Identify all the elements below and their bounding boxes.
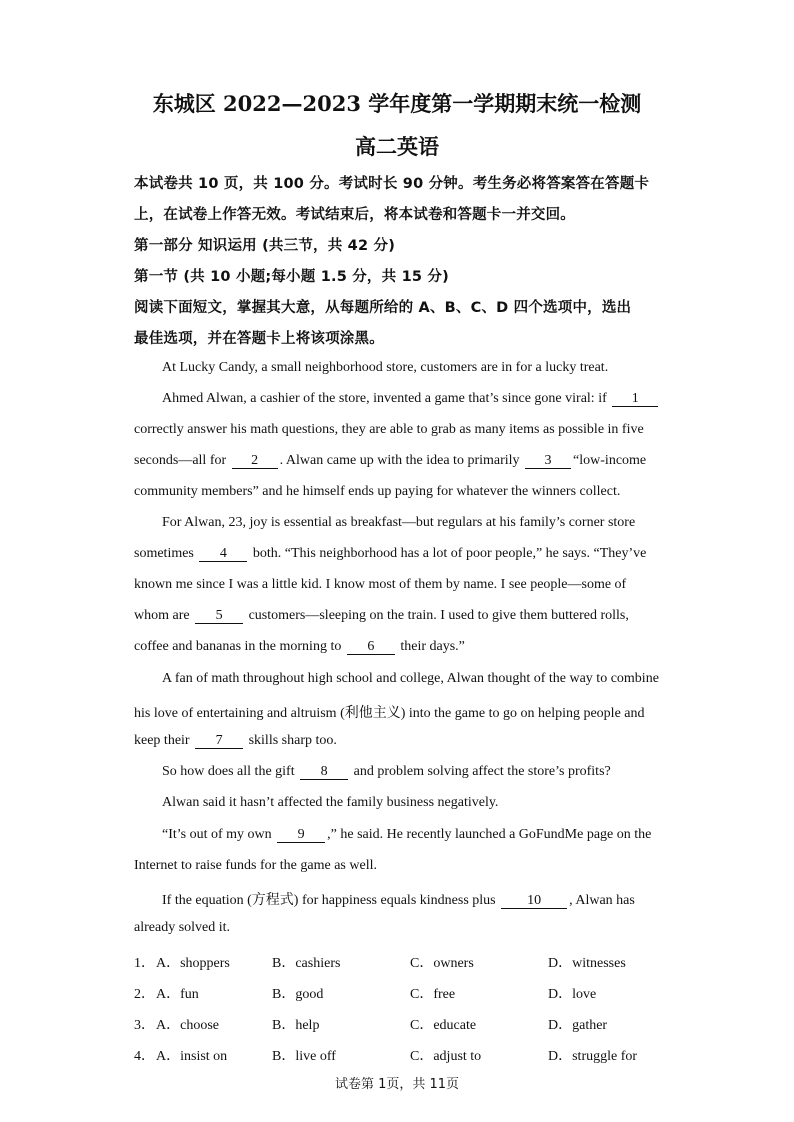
passage-text: , Alwan has [569, 893, 635, 908]
question-number: 3． [134, 1018, 155, 1033]
option-a[interactable]: A．fun [156, 987, 199, 1002]
passage-line: already solved it. [134, 920, 231, 935]
passage-line [162, 764, 611, 780]
blank-2: 2 [232, 454, 278, 469]
option-b[interactable]: B．help [272, 1018, 320, 1033]
section-heading: 第一节 (共 10 小题;每小题 1.5 分，共 15 分) [134, 269, 449, 285]
passage-line: community members” and he himself ends up paying for whatever the winners collect. [134, 484, 621, 499]
passage-line: known me since I was a little kid. I know most of them by name. I see people—some of [134, 577, 627, 592]
blank-4: 4 [199, 547, 247, 562]
passage-line [162, 391, 660, 407]
exam-subject: 高二英语 [355, 134, 439, 159]
blank-8: 8 [300, 765, 348, 780]
passage-line [134, 608, 629, 624]
passage-text: skills sharp too. [248, 733, 337, 748]
blank-3: 3 [525, 454, 571, 469]
passage-text: keep their [134, 733, 190, 748]
instruction-line-2: 上，在试卷上作答无效。考试结束后，将本试卷和答题卡一并交回。 [134, 207, 575, 223]
part-heading: 第一部分 知识运用 (共三节，共 42 分) [134, 238, 396, 254]
passage-line: Internet to raise funds for the game as well. [134, 858, 377, 873]
passage-text: ,” he said. He recently launched a GoFundMe page on the [327, 827, 652, 842]
passage-text: “It’s out of my own [162, 827, 272, 842]
option-d[interactable]: D．struggle for [548, 1049, 638, 1064]
blank-6: 6 [347, 640, 395, 655]
passage-line: correctly answer his math questions, they are able to grab as many items as possible in five [134, 422, 644, 437]
option-d[interactable]: D．love [548, 987, 597, 1002]
direction-line-2: 最佳选项，并在答题卡上将该项涂黑。 [134, 331, 384, 347]
question-number: 4． [134, 1049, 155, 1064]
option-d[interactable]: D．witnesses [548, 956, 626, 971]
option-b[interactable]: B．cashiers [272, 956, 341, 971]
passage-text: “low-income [573, 453, 647, 468]
passage-line [134, 453, 646, 469]
option-a[interactable]: A．shoppers [156, 956, 230, 971]
passage-text: customers—sleeping on the train. I used to give them buttered rolls, [248, 608, 629, 623]
passage-text: If the equation (方程式) for happiness equals kindness plus [162, 893, 496, 908]
option-c[interactable]: C．owners [410, 956, 474, 971]
passage-text: . Alwan came up with the idea to primarily [279, 453, 520, 468]
passage-text: both. “This neighborhood has a lot of poor people,” he says. “They’ve [252, 546, 647, 561]
question-number: 1． [134, 956, 155, 971]
passage-line: At Lucky Candy, a small neighborhood store, customers are in for a lucky treat. [162, 360, 609, 375]
blank-7: 7 [195, 734, 243, 749]
blank-9: 9 [277, 828, 325, 843]
option-c[interactable]: C．free [410, 987, 456, 1002]
passage-line [162, 889, 635, 909]
option-a[interactable]: A．choose [156, 1018, 219, 1033]
page-footer: 试卷第 1页，共 11页 [334, 1077, 460, 1092]
passage-line: For Alwan, 23, joy is essential as breakfast—but regulars at his family’s corner store [162, 515, 636, 530]
passage-text: sometimes [134, 546, 194, 561]
blank-10: 10 [501, 894, 567, 909]
passage-line: his love of entertaining and altruism (利他主义) into the game to go on helping people and [134, 706, 645, 721]
passage-line [134, 639, 465, 655]
blank-5: 5 [195, 609, 243, 624]
passage-line [162, 827, 651, 843]
passage-text: Ahmed Alwan, a cashier of the store, invented a game that’s since gone viral: if [162, 391, 607, 406]
blank-1: 1 [612, 392, 658, 407]
instruction-line-1: 本试卷共 10 页，共 100 分。考试时长 90 分钟。考生务必将答案答在答题卡 [134, 176, 650, 192]
passage-text: and problem solving affect the store’s profits? [353, 764, 611, 779]
question-number: 2． [134, 987, 155, 1002]
passage-text: whom are [134, 608, 190, 623]
passage-text: coffee and bananas in the morning to [134, 639, 342, 654]
passage-text: seconds—all for [134, 453, 227, 468]
passage-line: A fan of math throughout high school and college, Alwan thought of the way to combine [162, 671, 659, 686]
passage-line: Alwan said it hasn’t affected the family business negatively. [162, 795, 499, 810]
exam-title: 东城区 2022—2023 学年度第一学期期末统一检测 [152, 91, 642, 116]
option-b[interactable]: B．live off [272, 1049, 336, 1064]
option-a[interactable]: A．insist on [156, 1049, 228, 1064]
passage-text: their days.” [400, 639, 465, 654]
option-c[interactable]: C．adjust to [410, 1049, 482, 1064]
passage-line [134, 546, 646, 562]
passage-text: So how does all the gift [162, 764, 295, 779]
option-c[interactable]: C．educate [410, 1018, 477, 1033]
passage-line [134, 733, 337, 749]
option-d[interactable]: D．gather [548, 1018, 608, 1033]
option-b[interactable]: B．good [272, 987, 324, 1002]
direction-line-1: 阅读下面短文，掌握其大意，从每题所给的 A、B、C、D 四个选项中，选出 [134, 300, 632, 316]
